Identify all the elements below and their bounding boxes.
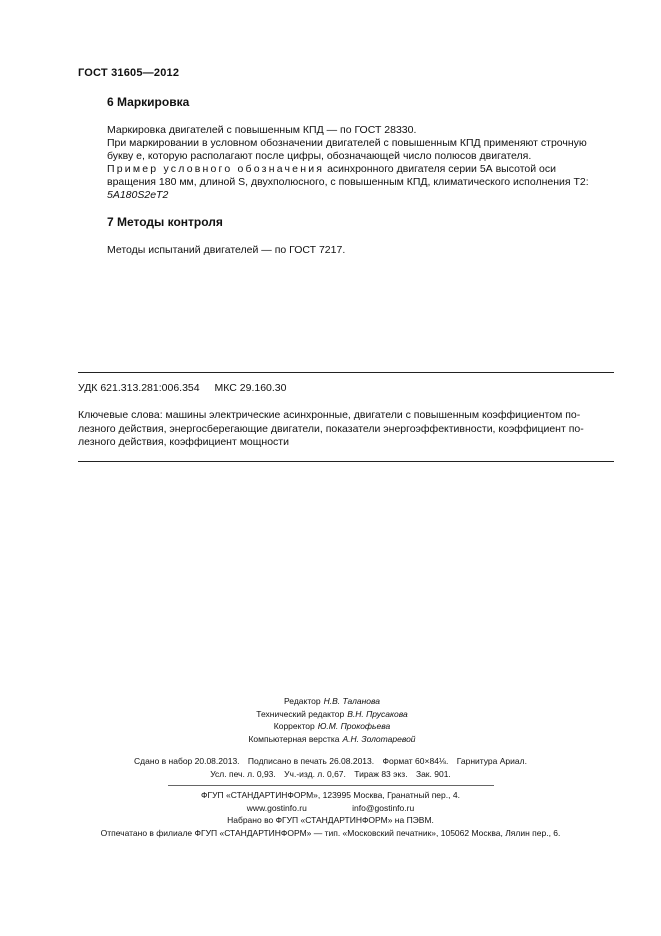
section-6-paragraph-3-line-2: вращения 180 мм, длиной S, двухполюсного, с повышенным КПД, климатического исполнения Т2:	[107, 176, 589, 188]
publisher-contacts	[0, 802, 661, 815]
publisher-website-link[interactable]: www.gostinfo.ru	[246, 802, 307, 813]
section-7-title: 7 Методы контроля	[107, 215, 223, 229]
divider-top	[78, 372, 614, 373]
credit-layout-label: Компьютерная верстка	[248, 733, 340, 744]
keywords-line-2: лезного действия, энергосберегающие двигатели, показатели энергоэффективности, коэффициент по-	[78, 422, 584, 435]
section-7-paragraph-1: Методы испытаний двигателей — по ГОСТ 7217.	[107, 244, 346, 256]
keywords-line-1: Ключевые слова: машины электрические асинхронные, двигатели с повышенным коэффициентом по-	[78, 409, 581, 421]
print-signed: Подписано в печать 26.08.2013.	[247, 756, 375, 766]
mks-code: МКС 29.160.30	[214, 382, 287, 394]
print-font: Гарнитура Ариал.	[456, 756, 527, 766]
section-6-title: 6 Маркировка	[107, 95, 190, 109]
publisher-block	[0, 789, 661, 839]
classification-line	[78, 382, 299, 394]
print-sheets: Усл. печ. л. 0,93.	[210, 768, 276, 779]
credit-tech-editor-label: Технический редактор	[256, 708, 345, 719]
credit-editor	[0, 695, 661, 708]
publisher-address: ФГУП «СТАНДАРТИНФОРМ», 123995 Москва, Гранатный пер., 4.	[201, 790, 460, 800]
keywords-line-3: лезного действия, коэффициент мощности	[78, 436, 289, 448]
section-6-body	[107, 124, 614, 202]
example-intro-rest: асинхронного двигателя серии 5А высотой оси	[324, 163, 556, 175]
keywords-block	[78, 409, 614, 450]
print-order: Зак. 901.	[415, 768, 451, 779]
print-info-row-2	[0, 768, 661, 781]
print-format: Формат 60×84⅛.	[382, 756, 449, 766]
print-info-block	[0, 755, 661, 780]
credit-corrector	[0, 720, 661, 733]
publisher-typeset: Набрано во ФГУП «СТАНДАРТИНФОРМ» на ПЭВМ.	[227, 815, 434, 825]
credit-layout-name: А.Н. Золотаревой	[342, 733, 416, 744]
section-6-paragraph-1: Маркировка двигателей с повышенным КПД — по ГОСТ 28330.	[107, 124, 417, 136]
credit-editor-label: Редактор	[283, 696, 321, 706]
credit-corrector-label: Корректор	[273, 721, 315, 731]
example-designation: 5А180S2еТ2	[107, 189, 169, 201]
section-6-paragraph-2-line-2: букву е, которую располагают после цифры, обозначающей число полюсов двигателя.	[107, 150, 532, 162]
document-header: ГОСТ 31605—2012	[78, 67, 180, 79]
credits-block	[0, 695, 661, 745]
section-7-body	[107, 244, 614, 257]
credit-tech-editor	[0, 708, 661, 721]
credit-corrector-name: Ю.М. Прокофьева	[317, 721, 391, 731]
section-6-paragraph-2-line-1: При маркировании в условном обозначении двигателей с повышенным КПД применяют строчную	[107, 137, 587, 149]
udk-code: УДК 621.313.281:006.354	[78, 382, 200, 394]
divider-publisher	[168, 785, 494, 786]
credit-tech-editor-name: В.Н. Прусакова	[347, 708, 408, 719]
credit-layout	[0, 733, 661, 746]
credit-editor-name: Н.В. Таланова	[323, 696, 381, 706]
divider-bottom	[78, 461, 614, 462]
publisher-email-link[interactable]: info@gostinfo.ru	[352, 802, 415, 813]
print-pub-sheets: Уч.-изд. л. 0,67.	[284, 768, 346, 779]
print-info-row-1	[0, 755, 661, 768]
section-6-paragraph-3-line-1	[107, 163, 614, 176]
example-spaced-label: Пример условного обозначения	[107, 163, 325, 175]
print-run: Тираж 83 экз.	[354, 768, 408, 779]
print-sent: Сдано в набор 20.08.2013.	[134, 756, 240, 766]
publisher-printed: Отпечатано в филиале ФГУП «СТАНДАРТИНФОРМ» — тип. «Московский печатник», 105062 Москва, Лялин пер., 6.	[100, 827, 561, 838]
